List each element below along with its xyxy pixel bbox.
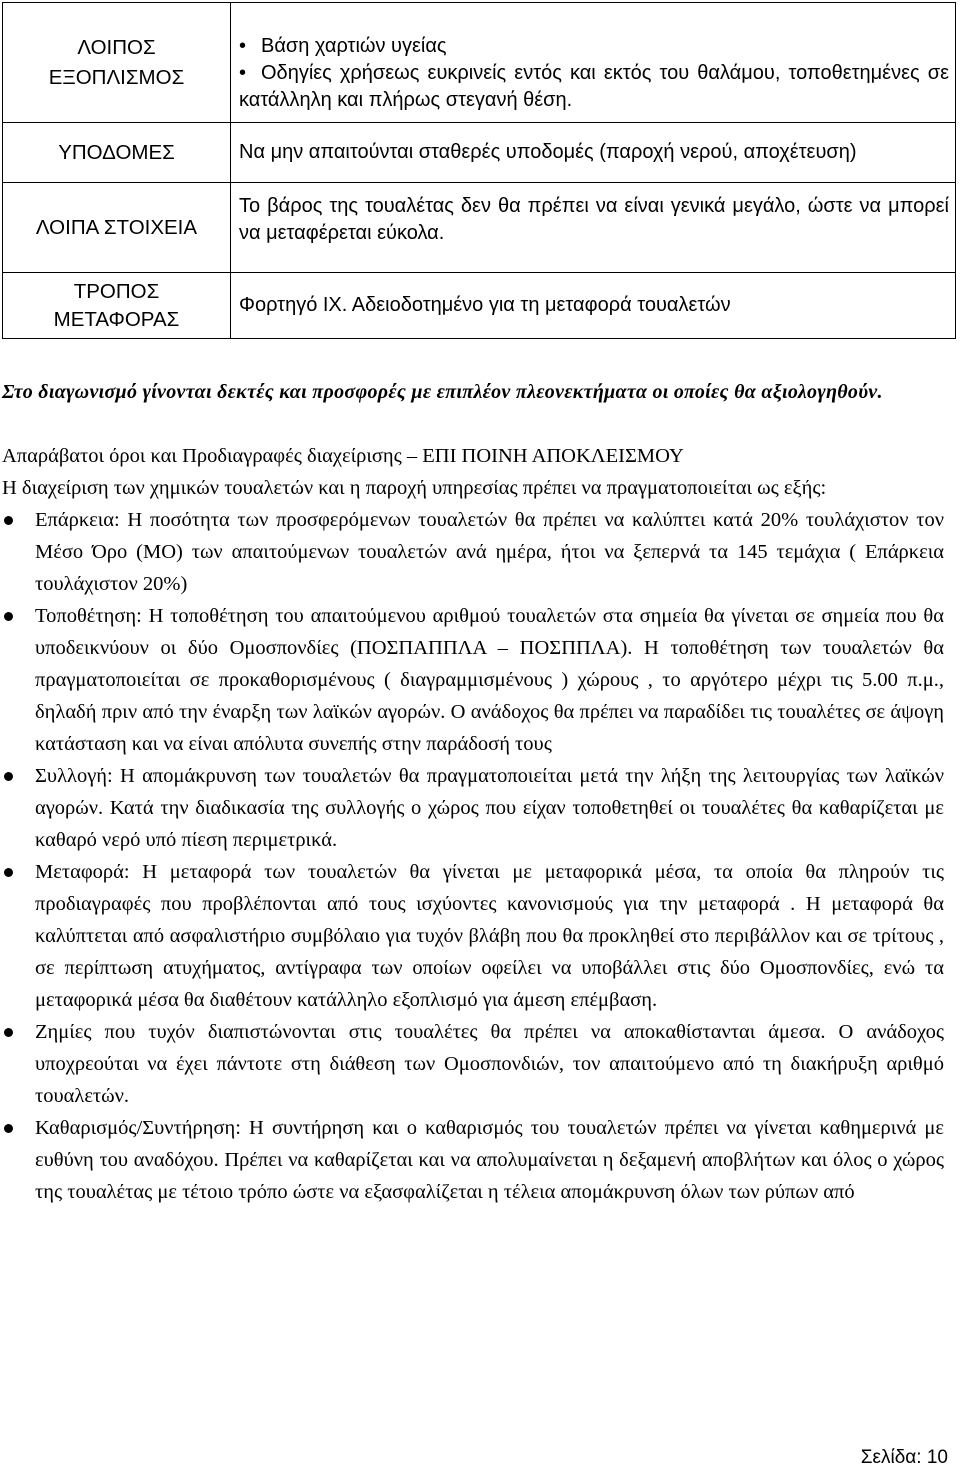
table-row xyxy=(3,273,956,339)
list-item: Καθαρισμός/Συντήρηση: Η συντήρηση και ο καθαρισμός του τουαλετών πρέπει να γίνεται καθημερινά με ευθύνη του αναδόχου. Πρέπει να καθαρίζεται και να απολυμαίνεται η δεξαμενή αποβλήτων και όλος ο χώρος της τουαλέτας με τέτοιο τρόπο ώστε να εξασφαλίζεται η τέλεια απομάκρυνση όλων των ρύπων από xyxy=(2,1112,944,1208)
terms-heading: Απαράβατοι όροι και Προδιαγραφές διαχείρισης – ΕΠΙ ΠΟΙΝΗ ΑΠΟΚΛΕΙΣΜΟΥ xyxy=(2,445,684,467)
specifications-table xyxy=(2,2,956,339)
bullet-icon xyxy=(4,1124,13,1133)
bullet-icon xyxy=(4,772,13,781)
list-item: Επάρκεια: Η ποσότητα των προσφερόμενων τουαλετών θα πρέπει να καλύπτει κατά 20% τουλάχιστον τον Μέσο Όρο (ΜΟ) των απαιτούμενων τουαλετών ανά ημέρα, ήτοι να ξεπερνά τα 145 τεμάχια ( Επάρκεια τουλάχιστον 20%) xyxy=(2,504,944,600)
bullet-icon xyxy=(4,612,13,621)
bonus-offers-note: Στο διαγωνισμό γίνονται δεκτές και προσφορές με επιπλέον πλεονεκτήματα οι οποίες θα αξιολογηθούν. xyxy=(2,381,883,403)
row-label-transport: ΤΡΟΠΟΣ ΜΕΤΑΦΟΡΑΣ xyxy=(3,273,231,339)
list-item: Συλλογή: Η απομάκρυνση των τουαλετών θα πραγματοποιείται μετά την λήξη της λειτουργίας των λαϊκών αγορών. Κατά την διαδικασία της συλλογής ο χώρος που είχαν τοποθετηθεί οι τουαλέτες θα καθαρίζεται με καθαρό νερό υπό πίεση περιμετρικά. xyxy=(2,760,944,856)
terms-section xyxy=(2,440,944,1208)
row-value-equipment xyxy=(231,3,956,123)
terms-intro: Η διαχείριση των χημικών τουαλετών και η παροχή υπηρεσίας πρέπει να πραγματοποιείται ως εξής: xyxy=(2,477,827,499)
list-item: Μεταφορά: Η μεταφορά των τουαλετών θα γίνεται με μεταφορικά μέσα, τα οποία θα πληρούν τις προδιαγραφές που προβλέπονται από τους ισχύοντες κανονισμούς για την μεταφορά . Η μεταφορά θα καλύπτεται από ασφαλιστήριο συμβόλαιο για τυχόν βλάβη που θα προκληθεί στο περιβάλλον και σε τρίτους , σε περίπτωση ατυχήματος, αντίγραφα των οποίων οφείλει να υποβάλλει στις δύο Ομοσπονδίες, ενώ τα μεταφορικά μέσα θα διαθέτουν κατάλληλο εξοπλισμό για άμεση επέμβαση. xyxy=(2,856,944,1016)
list-item: • Βάση χαρτιών υγείας xyxy=(239,33,949,60)
bullet-icon xyxy=(4,1028,13,1037)
row-label-equipment: ΛΟΙΠΟΣ ΕΞΟΠΛΙΣΜΟΣ xyxy=(3,3,231,123)
list-item: Ζημίες που τυχόν διαπιστώνονται στις τουαλέτες θα πρέπει να αποκαθίστανται άμεσα. Ο ανάδοχος υποχρεούται να έχει πάντοτε στη διάθεση των Ομοσπονδιών, τον απαιτούμενο από τη διακήρυξη αριθμό τουαλετών. xyxy=(2,1016,944,1112)
table-row xyxy=(3,3,956,123)
equipment-list xyxy=(239,33,949,114)
list-item: Τοποθέτηση: Η τοποθέτηση του απαιτούμενου αριθμού τουαλετών στα σημεία θα γίνεται σε σημεία που θα υποδεικνύουν οι δύο Ομοσπονδίες (ΠΟΣΠΑΠΠΛΑ – ΠΟΣΠΠΛΑ). Η τοποθέτηση των τουαλετών θα πραγματοποιείται σε προκαθορισμένους ( διαγραμμισμένους ) χώρους , το αργότερο μέχρι τις 5.00 π.μ., δηλαδή πριν από την έναρξη των λαϊκών αγορών. Ο ανάδοχος θα πρέπει να παραδίδει τις τουαλέτες σε άψογη κατάσταση και να είναι απόλυτα συνεπής στην παράδοσή τους xyxy=(2,600,944,760)
row-value-other-details: Το βάρος της τουαλέτας δεν θα πρέπει να είναι γενικά μεγάλο, ώστε να μπορεί να μεταφέρεται εύκολα. xyxy=(231,183,956,273)
conditions-list xyxy=(2,504,944,1208)
table-row xyxy=(3,183,956,273)
bullet-icon: • xyxy=(239,35,247,57)
bullet-icon: • xyxy=(239,62,247,84)
row-value-infrastructure: Να μην απαιτούνται σταθερές υποδομές (παροχή νερού, αποχέτευση) xyxy=(231,123,956,183)
table-row xyxy=(3,123,956,183)
row-label-other-details: ΛΟΙΠΑ ΣΤΟΙΧΕΙΑ xyxy=(3,183,231,273)
list-item: • Οδηγίες χρήσεως ευκρινείς εντός και εκτός του θαλάμου, τοποθετημένες σε κατάλληλη και πλήρως στεγανή θέση. xyxy=(239,62,949,111)
row-label-infrastructure: ΥΠΟΔΟΜΕΣ xyxy=(3,123,231,183)
bullet-icon xyxy=(4,868,13,877)
bullet-icon xyxy=(4,516,13,525)
page-number: Σελίδα: 10 xyxy=(860,1447,948,1468)
row-value-transport: Φορτηγό ΙΧ. Αδειοδοτημένο για τη μεταφορά τουαλετών xyxy=(231,273,956,339)
